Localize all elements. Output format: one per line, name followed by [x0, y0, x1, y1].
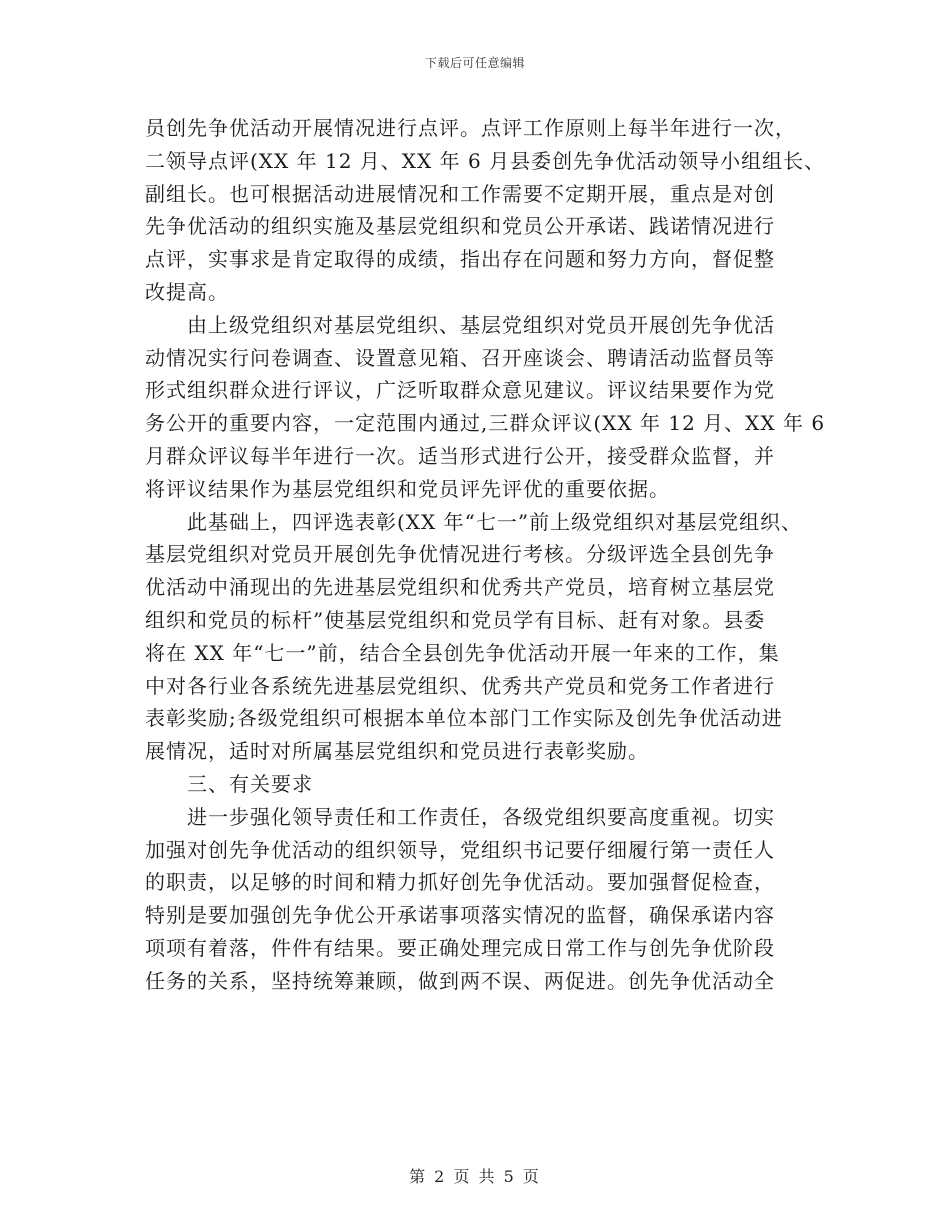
- document-body: [145, 112, 825, 998]
- page-number-footer: 第 2 页 共 5 页: [409, 1167, 541, 1186]
- paragraph-line: 员创先争优活动开展情况进行点评。点评工作原则上每半年进行一次，: [145, 116, 796, 140]
- paragraph: [145, 801, 825, 998]
- paragraph-line: 先争优活动的组织实施及基层党组织和党员公开承诺、践诺情况进行: [145, 214, 775, 239]
- paragraph-line: 优活动中涌现出的先进基层党组织和优秀共产党员，培育树立基层党: [145, 575, 775, 600]
- paragraph-line: 改提高。: [145, 279, 229, 304]
- paragraph-line: 将评议结果作为基层党组织和党员评先评优的重要依据。: [145, 476, 670, 501]
- paragraph-line: 动情况实行问卷调查、设置意见箱、召开座谈会、聘请活动监督员等: [145, 345, 775, 370]
- paragraph-line: 加强对创先争优活动的组织领导，党组织书记要仔细履行第一责任人: [145, 837, 775, 862]
- paragraph-line: 由上级党组织对基层党组织、基层党组织对党员开展创先争优活: [187, 312, 775, 337]
- paragraph: [145, 506, 825, 768]
- paragraph-line: 的职责，以足够的时间和精力抓好创先争优活动。要加强督促检查，: [145, 870, 775, 895]
- paragraph-line: 组织和党员的标杆”使基层党组织和党员学有目标、赶有对象。县委: [145, 607, 766, 632]
- paragraph: [145, 112, 825, 309]
- paragraph: [145, 768, 825, 801]
- paragraph-line: 此基础上，四评选表彰(XX 年“七一”前上级党组织对基层党组织、: [187, 509, 803, 534]
- paragraph: [145, 309, 825, 506]
- paragraph-line: 点评，实事求是肯定取得的成绩，指出存在问题和努力方向，督促整: [145, 247, 775, 272]
- paragraph-line: 特别是要加强创先争优公开承诺事项落实情况的监督，确保承诺内容: [145, 903, 775, 928]
- paragraph-line: 基层党组织对党员开展创先争优情况进行考核。分级评选全县创先争: [145, 542, 775, 567]
- paragraph-line: 中对各行业各系统先进基层党组织、优秀共产党员和党务工作者进行: [145, 673, 775, 698]
- paragraph-line: 项项有着落，件件有结果。要正确处理完成日常工作与创先争优阶段: [145, 935, 775, 960]
- paragraph-line: 展情况，适时对所属基层党组织和党员进行表彰奖励。: [145, 739, 649, 764]
- paragraph-line: 表彰奖励;各级党组织可根据本单位本部门工作实际及创先争优活动进: [145, 706, 783, 731]
- paragraph-line: 三、有关要求: [187, 771, 313, 796]
- paragraph-line: 副组长。也可根据活动进展情况和工作需要不定期开展，重点是对创: [145, 181, 775, 206]
- paragraph-line: 二领导点评(XX 年 12 月、XX 年 6 月县委创先争优活动领导小组组长、: [145, 148, 826, 173]
- paragraph-line: 将在 XX 年“七一”前，结合全县创先争优活动开展一年来的工作，集: [145, 640, 780, 665]
- paragraph-line: 任务的关系，坚持统筹兼顾，做到两不误、两促进。创先争优活动全: [145, 968, 775, 993]
- paragraph-line: 务公开的重要内容，一定范围内通过,三群众评议(XX 年 12 月、XX 年 6: [145, 411, 826, 436]
- paragraph-line: 形式组织群众进行评议，广泛听取群众意见建议。评议结果要作为党: [145, 378, 775, 403]
- paragraph-line: 进一步强化领导责任和工作责任，各级党组织要高度重视。切实: [187, 804, 775, 829]
- page-header-note: 下载后可任意编辑: [424, 56, 525, 70]
- paragraph-line: 月群众评议每半年进行一次。适当形式进行公开，接受群众监督，并: [145, 443, 775, 468]
